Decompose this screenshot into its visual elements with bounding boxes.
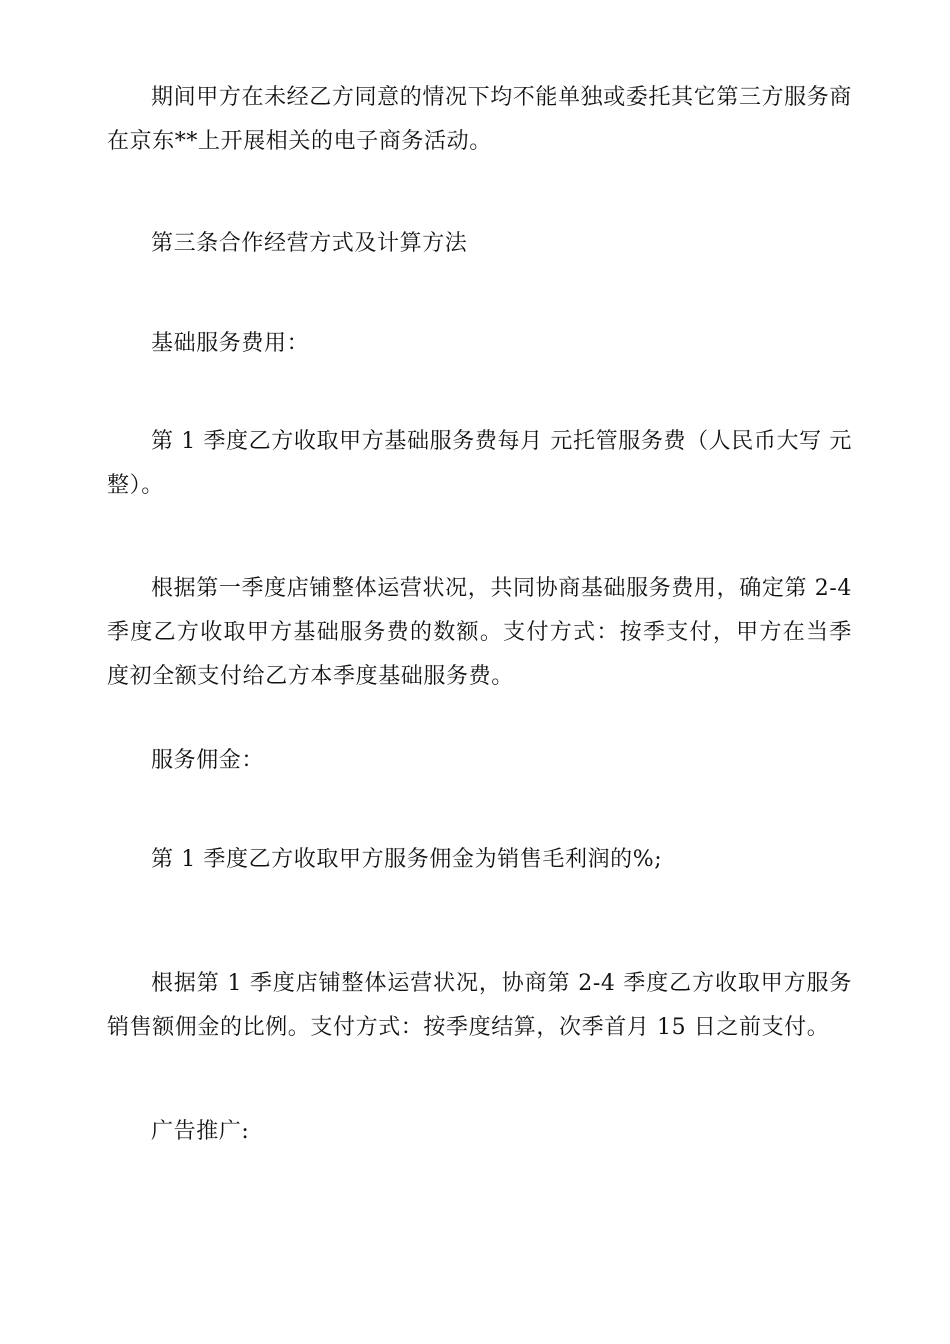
paragraph-q2-4-basic-fee: 根据第一季度店铺整体运营状况，共同协商基础服务费用，确定第 2-4 季度乙方收取甲方基础服务费的数额。支付方式：按季支付，甲方在当季度初全额支付给乙方本季度基础服务费。 <box>107 576 852 689</box>
subheading-service-commission: 服务佣金： <box>151 748 265 773</box>
section-heading-article-3: 第三条合作经营方式及计算方法 <box>151 231 468 256</box>
paragraph-q2-4-commission: 根据第 1 季度店铺整体运营状况，协商第 2-4 季度乙方收取甲方服务 销售额佣金的比例。支付方式：按季度结算，次季首月 15 日之前支付。 <box>107 971 852 1040</box>
paragraph-q1-commission: 第 1 季度乙方收取甲方服务佣金为销售毛利润的%; <box>151 847 663 872</box>
paragraph-exclusivity: 期间甲方在未经乙方同意的情况下均不能单独或委托其它第三方服务商在京东**上开展相关的电子商务活动。 <box>107 85 852 154</box>
paragraph-q1-basic-fee: 第 1 季度乙方收取甲方基础服务费每月 元托管服务费（人民币大写 元整）。 <box>107 429 852 498</box>
subheading-basic-service-fee: 基础服务费用： <box>151 331 310 356</box>
subheading-advertising: 广告推广: <box>151 1119 250 1144</box>
